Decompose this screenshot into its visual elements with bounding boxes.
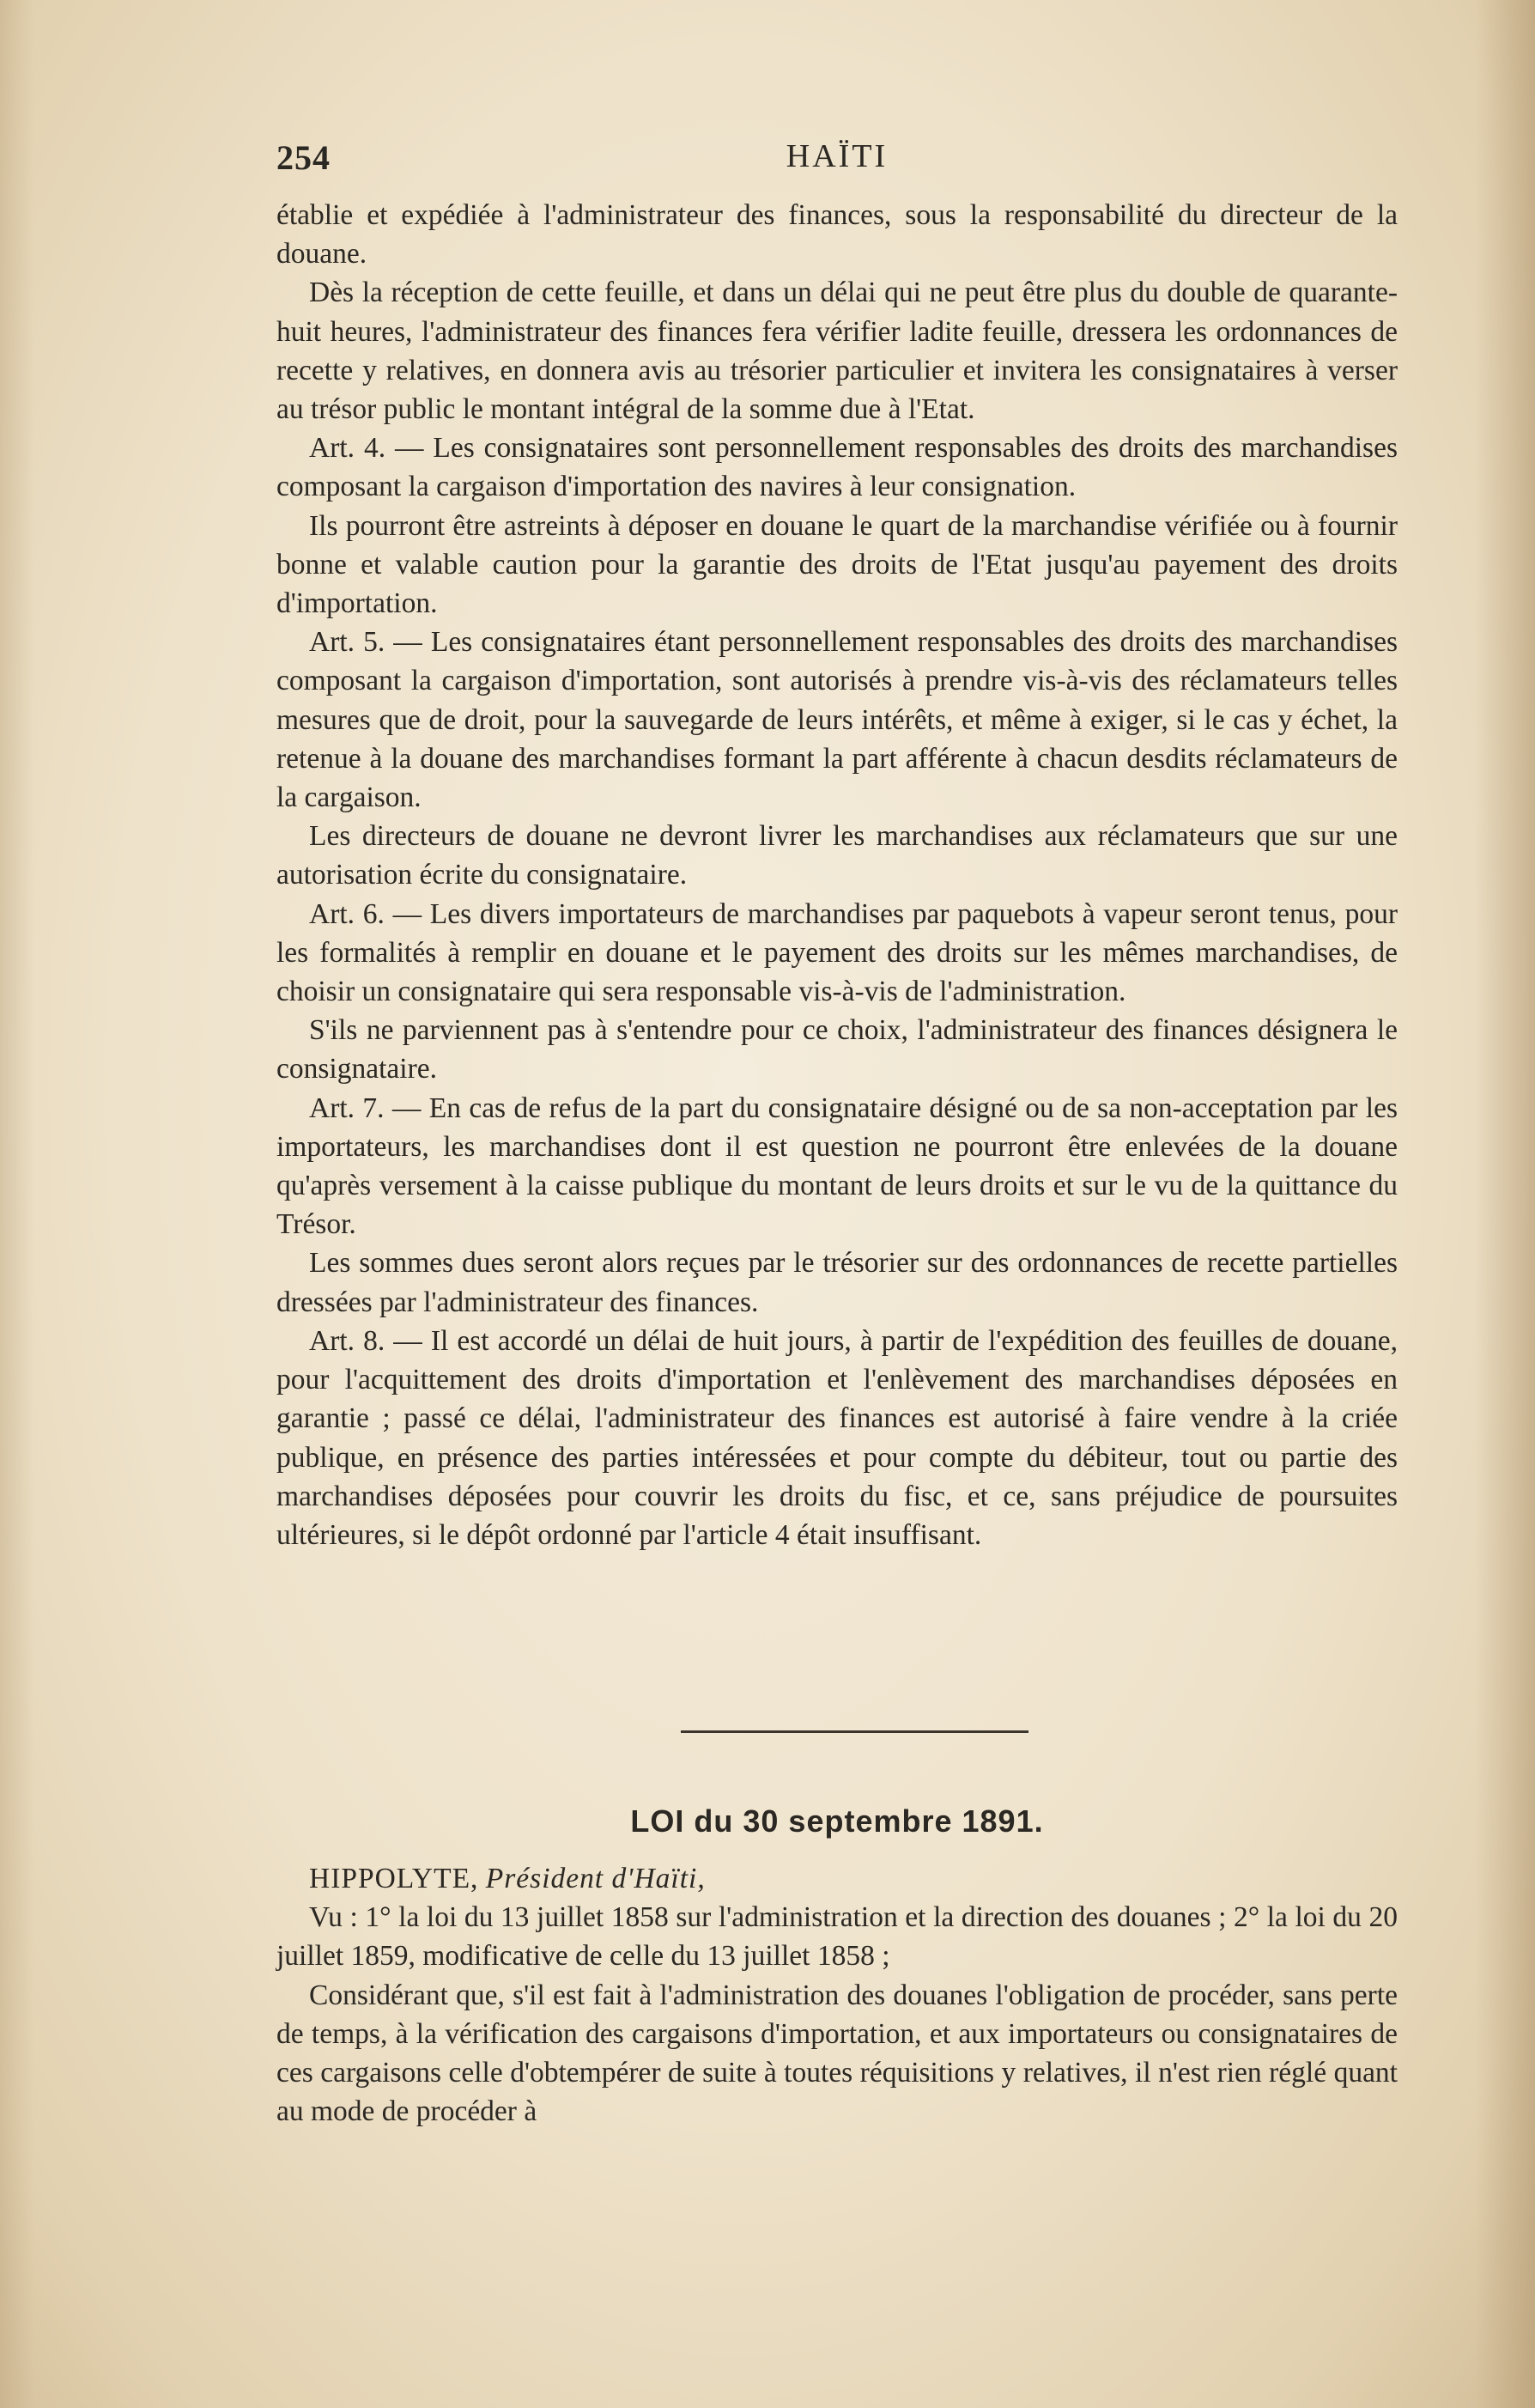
running-title: HAÏTI <box>786 138 889 174</box>
law-text-block <box>276 1859 1398 2131</box>
paragraph-art-8: Art. 8. — Il est accordé un délai de huit jours, à partir de l'expédition des feuilles de douane, pour l'acquittement des droits d'importation et l'enlèvement des marchandises déposées en garantie ; passé ce délai, l'administrateur des finances est autorisé à faire vendre à la criée publique, en présence des parties intéressées et pour compte du débiteur, tout ou partie des marchandises déposées pour couvrir les droits du fisc, et ce, sans préjudice de poursuites ultérieures, si le dépôt ordonné par l'article 4 était insuffisant. <box>276 1324 1398 1551</box>
paragraph: S'ils ne parviennent pas à s'entendre pour ce choix, l'administrateur des finances désignera le consignataire. <box>276 1014 1398 1085</box>
paragraph: Dès la réception de cette feuille, et dans un délai qui ne peut être plus du double de quarante-huit heures, l'administrateur des finances fera vérifier ladite feuille, dressera les ordonnances de recette y relatives, en donnera avis au trésorier particulier et invitera les consignataires à verser au trésor public le montant intégral de la somme due à l'Etat. <box>276 277 1398 426</box>
president-line <box>276 1859 1398 1898</box>
paragraph: Ils pourront être astreints à déposer en douane le quart de la marchandise vérifiée ou à fournir bonne et valable caution pour la garantie des droits de l'Etat jusqu'au payement des droits d'importation. <box>276 509 1398 620</box>
page-right-shadow <box>1475 0 1535 2408</box>
page-number: 254 <box>276 138 331 177</box>
section-divider <box>681 1730 1028 1733</box>
president-title: Président d'Haïti, <box>485 1863 706 1894</box>
paragraph-continuation: établie et expédiée à l'administrateur des finances, sous la responsabilité du directeur de la douane. <box>276 199 1398 271</box>
paragraph: Les sommes dues seront alors reçues par le trésorier sur des ordonnances de recette partielles dressées par l'administrateur des finances. <box>276 1247 1398 1318</box>
law-title: LOI du 30 septembre 1891. <box>630 1803 1044 1839</box>
paragraph: Les directeurs de douane ne devront livrer les marchandises aux réclamateurs que sur une autorisation écrite du consignataire. <box>276 820 1398 891</box>
article-text-block <box>276 196 1398 1554</box>
paragraph-art-5: Art. 5. — Les consignataires étant personnellement responsables des droits des marchandises composant la cargaison d'importation, sont autorisés à prendre vis-à-vis des réclamateurs telles mesures que de droit, pour la sauvegarde de leurs intérêts, et même à exiger, si le cas y échet, la retenue à la douane des marchandises formant la part afférente à chacun desdits réclamateurs de la cargaison. <box>276 626 1398 814</box>
page-header <box>276 137 1398 180</box>
paragraph-considerant: Considérant que, s'il est fait à l'administration des douanes l'obligation de procéder, sans perte de temps, à la vérification des cargaisons d'importation, et aux importateurs ou consignataires de ces cargaisons celle d'obtempérer de suite à toutes réquisitions y relatives, il n'est rien réglé quant au mode de procéder à <box>276 1979 1398 2128</box>
paragraph-art-6: Art. 6. — Les divers importateurs de marchandises par paquebots à vapeur seront tenus, pour les formalités à remplir en douane et le payement des droits sur les mêmes marchandises, de choisir un consignataire qui sera responsable vis-à-vis de l'administration. <box>276 897 1398 1008</box>
president-name: HIPPOLYTE, <box>309 1863 479 1894</box>
paragraph-art-7: Art. 7. — En cas de refus de la part du consignataire désigné ou de sa non-acceptation par les importateurs, les marchandises dont il est question ne pourront être enlevées de la douane qu'après versement à la caisse publique du montant de leurs droits et sur le vu de la quittance du Trésor. <box>276 1092 1398 1241</box>
paragraph-vu: Vu : 1° la loi du 13 juillet 1858 sur l'administration et la direction des douanes ; 2° la loi du 20 juillet 1859, modificative de celle du 13 juillet 1858 ; <box>276 1901 1398 1973</box>
paragraph-art-4: Art. 4. — Les consignataires sont personnellement responsables des droits des marchandises composant la cargaison d'importation des navires à leur consignation. <box>276 432 1398 503</box>
page-left-shadow <box>0 0 34 2408</box>
